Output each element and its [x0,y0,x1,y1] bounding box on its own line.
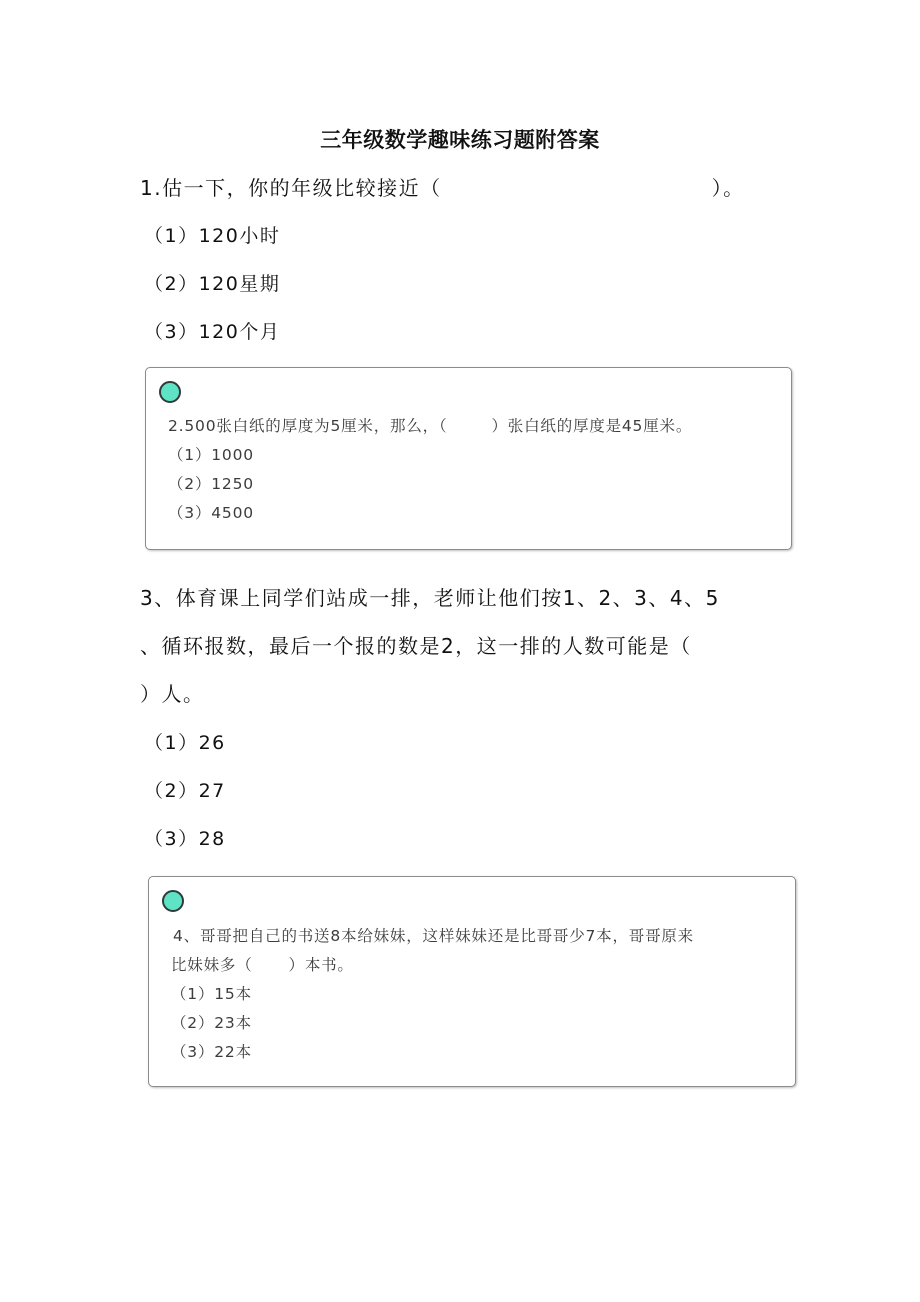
question-1-stem [140,172,745,201]
question-4-card [148,876,796,1087]
question-3-option-2: （2）27 [144,780,226,802]
question-2-stem-start: 2.500张白纸的厚度为5厘米，那么，（ [168,417,448,435]
question-2-card [145,367,792,550]
question-2-option-2: （2）1250 [168,475,254,493]
question-4-line-2-end: ）本书。 [288,956,354,974]
circle-bullet-icon [162,890,184,912]
question-1-stem-start: 1.估一下，你的年级比较接近（ [140,176,442,200]
question-4-line-1: 4、哥哥把自己的书送8本给妹妹，这样妹妹还是比哥哥少7本，哥哥原来 [173,927,694,945]
circle-bullet-icon [159,381,181,403]
question-2-stem-end: ）张白纸的厚度是45厘米。 [491,417,693,435]
question-4-option-1: （1）15本 [171,985,252,1003]
question-3-option-3: （3）28 [144,828,226,850]
question-3-option-1: （1）26 [144,732,226,754]
question-2-stem [168,414,692,436]
question-2-option-1: （1）1000 [168,446,254,464]
question-3-line-2: 、循环报数，最后一个报的数是2，这一排的人数可能是（ [140,634,692,658]
question-4-option-3: （3）22本 [171,1043,252,1061]
question-1-stem-end: ）。 [711,176,745,200]
question-4-line-2 [171,953,354,975]
question-4-line-2-start: 比妹妹多（ [171,956,253,974]
question-4-option-2: （2）23本 [171,1014,252,1032]
question-1-option-1: （1）120小时 [144,225,281,247]
question-1-option-2: （2）120星期 [144,273,281,295]
question-2-option-3: （3）4500 [168,504,254,522]
page-title: 三年级数学趣味练习题附答案 [320,128,600,152]
question-3-line-1: 3、体育课上同学们站成一排，老师让他们按1、2、3、4、5 [140,586,720,610]
question-1-option-3: （3）120个月 [144,321,281,343]
question-3-line-3: ）人。 [140,682,205,706]
